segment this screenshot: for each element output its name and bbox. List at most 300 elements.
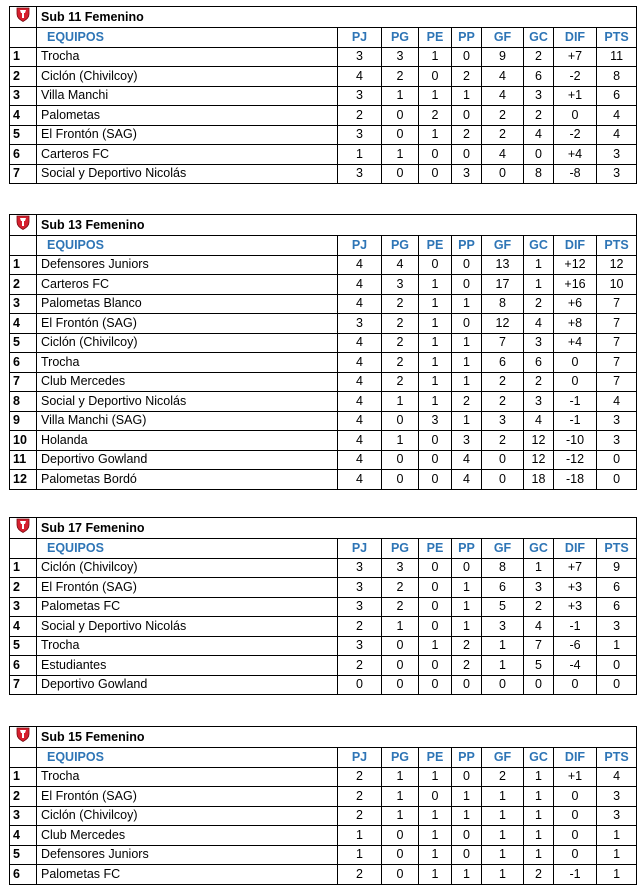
gf-cell: 2	[482, 392, 524, 412]
dif-cell: -1	[554, 392, 597, 412]
gc-cell: 1	[524, 558, 554, 578]
header-gf: GF	[482, 748, 524, 768]
table-row	[10, 806, 637, 826]
pp-cell: 0	[452, 826, 482, 846]
gf-cell: 0	[482, 164, 524, 184]
gf-cell: 8	[482, 558, 524, 578]
gc-cell: 3	[524, 392, 554, 412]
gf-cell: 2	[482, 767, 524, 787]
pts-cell: 12	[597, 255, 637, 275]
gc-cell: 0	[524, 145, 554, 165]
table-row	[10, 411, 637, 431]
team-name-cell: Club Mercedes	[37, 372, 338, 392]
pp-cell: 4	[452, 450, 482, 470]
header-pp: PP	[452, 28, 482, 48]
team-name-cell: Palometas FC	[37, 865, 338, 885]
pp-cell: 1	[452, 86, 482, 106]
header-pg: PG	[382, 748, 419, 768]
dif-cell: 0	[554, 675, 597, 695]
pj-cell: 3	[338, 314, 382, 334]
header-gf: GF	[482, 28, 524, 48]
pp-cell: 1	[452, 372, 482, 392]
dif-cell: -12	[554, 450, 597, 470]
table-row	[10, 125, 637, 145]
pts-cell: 1	[597, 865, 637, 885]
title-row	[10, 518, 637, 539]
team-name-cell: Trocha	[37, 353, 338, 373]
header-pts: PTS	[597, 28, 637, 48]
pe-cell: 1	[419, 826, 452, 846]
header-pg: PG	[382, 28, 419, 48]
pg-cell: 2	[382, 372, 419, 392]
position-cell: 9	[10, 411, 37, 431]
pts-cell: 7	[597, 314, 637, 334]
position-cell: 6	[10, 353, 37, 373]
pg-cell: 3	[382, 275, 419, 295]
table-row	[10, 314, 637, 334]
dif-cell: 0	[554, 787, 597, 807]
team-name-cell: Ciclón (Chivilcoy)	[37, 558, 338, 578]
gf-cell: 4	[482, 86, 524, 106]
table-row	[10, 353, 637, 373]
pg-cell: 2	[382, 67, 419, 87]
gc-cell: 8	[524, 164, 554, 184]
pp-cell: 3	[452, 431, 482, 451]
pj-cell: 4	[338, 275, 382, 295]
position-cell: 4	[10, 617, 37, 637]
table-row	[10, 86, 637, 106]
gc-cell: 1	[524, 275, 554, 295]
pts-cell: 9	[597, 558, 637, 578]
position-cell: 12	[10, 470, 37, 490]
pj-cell: 3	[338, 636, 382, 656]
gc-cell: 1	[524, 255, 554, 275]
pe-cell: 1	[419, 636, 452, 656]
gf-cell: 6	[482, 578, 524, 598]
pj-cell: 2	[338, 617, 382, 637]
team-name-cell: Social y Deportivo Nicolás	[37, 617, 338, 637]
header-gf: GF	[482, 539, 524, 559]
pe-cell: 1	[419, 333, 452, 353]
pp-cell: 1	[452, 353, 482, 373]
table-row	[10, 164, 637, 184]
position-cell: 7	[10, 372, 37, 392]
team-name-cell: Ciclón (Chivilcoy)	[37, 806, 338, 826]
header-team: EQUIPOS	[37, 748, 338, 768]
gf-cell: 1	[482, 806, 524, 826]
pts-cell: 4	[597, 392, 637, 412]
table-row	[10, 470, 637, 490]
pg-cell: 1	[382, 767, 419, 787]
pp-cell: 1	[452, 617, 482, 637]
gc-cell: 4	[524, 314, 554, 334]
gf-cell: 7	[482, 333, 524, 353]
pj-cell: 4	[338, 333, 382, 353]
gc-cell: 7	[524, 636, 554, 656]
table-row	[10, 845, 637, 865]
pts-cell: 3	[597, 145, 637, 165]
pp-cell: 2	[452, 125, 482, 145]
gc-cell: 18	[524, 470, 554, 490]
table-row	[10, 67, 637, 87]
pg-cell: 2	[382, 578, 419, 598]
team-name-cell: El Frontón (SAG)	[37, 314, 338, 334]
gf-cell: 8	[482, 294, 524, 314]
gf-cell: 9	[482, 47, 524, 67]
pj-cell: 4	[338, 255, 382, 275]
header-team: EQUIPOS	[37, 236, 338, 256]
pg-cell: 0	[382, 450, 419, 470]
team-name-cell: Villa Manchi (SAG)	[37, 411, 338, 431]
table-row	[10, 275, 637, 295]
gc-cell: 3	[524, 578, 554, 598]
dif-cell: +4	[554, 333, 597, 353]
header-pts: PTS	[597, 236, 637, 256]
pe-cell: 0	[419, 578, 452, 598]
pts-cell: 1	[597, 826, 637, 846]
dif-cell: -2	[554, 125, 597, 145]
gf-cell: 0	[482, 470, 524, 490]
dif-cell: 0	[554, 826, 597, 846]
header-blank	[10, 236, 37, 256]
pj-cell: 4	[338, 431, 382, 451]
pj-cell: 4	[338, 411, 382, 431]
header-pe: PE	[419, 748, 452, 768]
team-name-cell: Palometas FC	[37, 597, 338, 617]
dif-cell: -8	[554, 164, 597, 184]
pts-cell: 11	[597, 47, 637, 67]
gc-cell: 4	[524, 411, 554, 431]
gf-cell: 1	[482, 656, 524, 676]
team-name-cell: El Frontón (SAG)	[37, 787, 338, 807]
header-pe: PE	[419, 236, 452, 256]
pe-cell: 0	[419, 67, 452, 87]
pp-cell: 1	[452, 333, 482, 353]
pp-cell: 2	[452, 656, 482, 676]
pj-cell: 4	[338, 294, 382, 314]
gf-cell: 1	[482, 865, 524, 885]
table-row	[10, 106, 637, 126]
pe-cell: 1	[419, 767, 452, 787]
title-row	[10, 727, 637, 748]
gf-cell: 1	[482, 787, 524, 807]
header-pj: PJ	[338, 28, 382, 48]
header-pts: PTS	[597, 539, 637, 559]
pj-cell: 3	[338, 125, 382, 145]
table-row	[10, 578, 637, 598]
team-name-cell: Carteros FC	[37, 145, 338, 165]
dif-cell: -18	[554, 470, 597, 490]
dif-cell: -4	[554, 656, 597, 676]
dif-cell: +6	[554, 294, 597, 314]
position-cell: 2	[10, 275, 37, 295]
pg-cell: 2	[382, 353, 419, 373]
title-row	[10, 215, 637, 236]
gc-cell: 0	[524, 675, 554, 695]
dif-cell: 0	[554, 806, 597, 826]
header-row	[10, 236, 637, 256]
position-cell: 1	[10, 255, 37, 275]
pe-cell: 1	[419, 845, 452, 865]
pe-cell: 1	[419, 47, 452, 67]
gf-cell: 4	[482, 145, 524, 165]
pj-cell: 3	[338, 47, 382, 67]
pj-cell: 2	[338, 656, 382, 676]
dif-cell: +8	[554, 314, 597, 334]
pj-cell: 3	[338, 558, 382, 578]
pe-cell: 0	[419, 145, 452, 165]
pts-cell: 6	[597, 597, 637, 617]
pts-cell: 8	[597, 67, 637, 87]
gc-cell: 2	[524, 865, 554, 885]
pe-cell: 0	[419, 597, 452, 617]
team-name-cell: Estudiantes	[37, 656, 338, 676]
pp-cell: 1	[452, 578, 482, 598]
pts-cell: 3	[597, 411, 637, 431]
table-row	[10, 767, 637, 787]
pts-cell: 3	[597, 787, 637, 807]
position-cell: 2	[10, 787, 37, 807]
pts-cell: 7	[597, 353, 637, 373]
pts-cell: 6	[597, 86, 637, 106]
position-cell: 1	[10, 767, 37, 787]
pg-cell: 4	[382, 255, 419, 275]
pp-cell: 4	[452, 470, 482, 490]
position-cell: 6	[10, 145, 37, 165]
pg-cell: 2	[382, 294, 419, 314]
pj-cell: 4	[338, 353, 382, 373]
pp-cell: 0	[452, 106, 482, 126]
pe-cell: 1	[419, 865, 452, 885]
pj-cell: 3	[338, 578, 382, 598]
pp-cell: 0	[452, 145, 482, 165]
dif-cell: -1	[554, 865, 597, 885]
club-shield-icon	[10, 7, 37, 28]
header-dif: DIF	[554, 539, 597, 559]
position-cell: 10	[10, 431, 37, 451]
pg-cell: 0	[382, 411, 419, 431]
table-row	[10, 392, 637, 412]
title-row	[10, 7, 637, 28]
pj-cell: 2	[338, 787, 382, 807]
pts-cell: 7	[597, 294, 637, 314]
position-cell: 3	[10, 597, 37, 617]
pg-cell: 2	[382, 314, 419, 334]
table-row	[10, 47, 637, 67]
pg-cell: 2	[382, 333, 419, 353]
pts-cell: 1	[597, 845, 637, 865]
pj-cell: 3	[338, 597, 382, 617]
pg-cell: 1	[382, 806, 419, 826]
header-row	[10, 28, 637, 48]
header-gc: GC	[524, 236, 554, 256]
header-pp: PP	[452, 539, 482, 559]
pp-cell: 0	[452, 255, 482, 275]
team-name-cell: Social y Deportivo Nicolás	[37, 164, 338, 184]
header-gc: GC	[524, 539, 554, 559]
pp-cell: 2	[452, 392, 482, 412]
pj-cell: 1	[338, 845, 382, 865]
team-name-cell: Palometas Blanco	[37, 294, 338, 314]
pp-cell: 0	[452, 47, 482, 67]
gf-cell: 5	[482, 597, 524, 617]
club-shield-icon	[10, 215, 37, 236]
dif-cell: -1	[554, 617, 597, 637]
table-row	[10, 675, 637, 695]
standings-table-sub17	[9, 517, 637, 695]
header-pj: PJ	[338, 236, 382, 256]
position-cell: 1	[10, 558, 37, 578]
gc-cell: 1	[524, 845, 554, 865]
pg-cell: 0	[382, 106, 419, 126]
pg-cell: 0	[382, 845, 419, 865]
header-pj: PJ	[338, 539, 382, 559]
header-blank	[10, 539, 37, 559]
pe-cell: 3	[419, 411, 452, 431]
pj-cell: 3	[338, 164, 382, 184]
club-shield-icon	[10, 518, 37, 539]
dif-cell: +12	[554, 255, 597, 275]
header-pj: PJ	[338, 748, 382, 768]
pe-cell: 1	[419, 86, 452, 106]
gc-cell: 6	[524, 353, 554, 373]
position-cell: 7	[10, 164, 37, 184]
header-team: EQUIPOS	[37, 539, 338, 559]
table-row	[10, 255, 637, 275]
dif-cell: +4	[554, 145, 597, 165]
pg-cell: 3	[382, 558, 419, 578]
gf-cell: 13	[482, 255, 524, 275]
gc-cell: 5	[524, 656, 554, 676]
pe-cell: 1	[419, 392, 452, 412]
pts-cell: 3	[597, 431, 637, 451]
position-cell: 4	[10, 826, 37, 846]
pp-cell: 0	[452, 275, 482, 295]
team-name-cell: Trocha	[37, 47, 338, 67]
pe-cell: 0	[419, 617, 452, 637]
pe-cell: 1	[419, 125, 452, 145]
table-row	[10, 294, 637, 314]
pe-cell: 0	[419, 431, 452, 451]
pg-cell: 0	[382, 826, 419, 846]
pg-cell: 3	[382, 47, 419, 67]
pg-cell: 0	[382, 636, 419, 656]
pp-cell: 0	[452, 845, 482, 865]
gc-cell: 4	[524, 125, 554, 145]
pts-cell: 0	[597, 450, 637, 470]
position-cell: 4	[10, 314, 37, 334]
table-row	[10, 865, 637, 885]
pj-cell: 0	[338, 675, 382, 695]
gf-cell: 17	[482, 275, 524, 295]
pe-cell: 0	[419, 675, 452, 695]
pg-cell: 0	[382, 470, 419, 490]
pe-cell: 2	[419, 106, 452, 126]
table-row	[10, 450, 637, 470]
team-name-cell: Defensores Juniors	[37, 845, 338, 865]
position-cell: 3	[10, 806, 37, 826]
pts-cell: 0	[597, 656, 637, 676]
gc-cell: 3	[524, 333, 554, 353]
pj-cell: 2	[338, 767, 382, 787]
pj-cell: 4	[338, 67, 382, 87]
position-cell: 11	[10, 450, 37, 470]
dif-cell: +16	[554, 275, 597, 295]
position-cell: 5	[10, 636, 37, 656]
table-row	[10, 656, 637, 676]
header-gc: GC	[524, 748, 554, 768]
table-row	[10, 372, 637, 392]
header-pp: PP	[452, 748, 482, 768]
gf-cell: 1	[482, 636, 524, 656]
gf-cell: 6	[482, 353, 524, 373]
gf-cell: 4	[482, 67, 524, 87]
team-name-cell: Ciclón (Chivilcoy)	[37, 333, 338, 353]
position-cell: 8	[10, 392, 37, 412]
team-name-cell: Palometas	[37, 106, 338, 126]
table-row	[10, 333, 637, 353]
pts-cell: 1	[597, 636, 637, 656]
pj-cell: 2	[338, 106, 382, 126]
pts-cell: 4	[597, 106, 637, 126]
pp-cell: 2	[452, 636, 482, 656]
pe-cell: 1	[419, 314, 452, 334]
team-name-cell: Club Mercedes	[37, 826, 338, 846]
pe-cell: 0	[419, 787, 452, 807]
header-row	[10, 539, 637, 559]
pg-cell: 2	[382, 597, 419, 617]
team-name-cell: El Frontón (SAG)	[37, 125, 338, 145]
team-name-cell: El Frontón (SAG)	[37, 578, 338, 598]
standings-table-sub13	[9, 214, 637, 490]
pg-cell: 0	[382, 675, 419, 695]
pp-cell: 0	[452, 767, 482, 787]
table-row	[10, 617, 637, 637]
gc-cell: 2	[524, 597, 554, 617]
position-cell: 6	[10, 656, 37, 676]
pp-cell: 0	[452, 558, 482, 578]
standings-table-sub15	[9, 726, 637, 885]
team-name-cell: Palometas Bordó	[37, 470, 338, 490]
pg-cell: 0	[382, 656, 419, 676]
team-name-cell: Deportivo Gowland	[37, 675, 338, 695]
gf-cell: 1	[482, 826, 524, 846]
header-dif: DIF	[554, 28, 597, 48]
header-pp: PP	[452, 236, 482, 256]
position-cell: 5	[10, 125, 37, 145]
pp-cell: 1	[452, 411, 482, 431]
dif-cell: -6	[554, 636, 597, 656]
dif-cell: +3	[554, 578, 597, 598]
position-cell: 7	[10, 675, 37, 695]
gc-cell: 6	[524, 67, 554, 87]
table-row	[10, 636, 637, 656]
header-pg: PG	[382, 236, 419, 256]
pe-cell: 1	[419, 353, 452, 373]
team-name-cell: Holanda	[37, 431, 338, 451]
dif-cell: 0	[554, 845, 597, 865]
position-cell: 1	[10, 47, 37, 67]
table-row	[10, 145, 637, 165]
header-pe: PE	[419, 28, 452, 48]
gf-cell: 0	[482, 675, 524, 695]
gc-cell: 1	[524, 806, 554, 826]
gf-cell: 1	[482, 845, 524, 865]
header-pg: PG	[382, 539, 419, 559]
header-pts: PTS	[597, 748, 637, 768]
dif-cell: +7	[554, 558, 597, 578]
pj-cell: 2	[338, 806, 382, 826]
